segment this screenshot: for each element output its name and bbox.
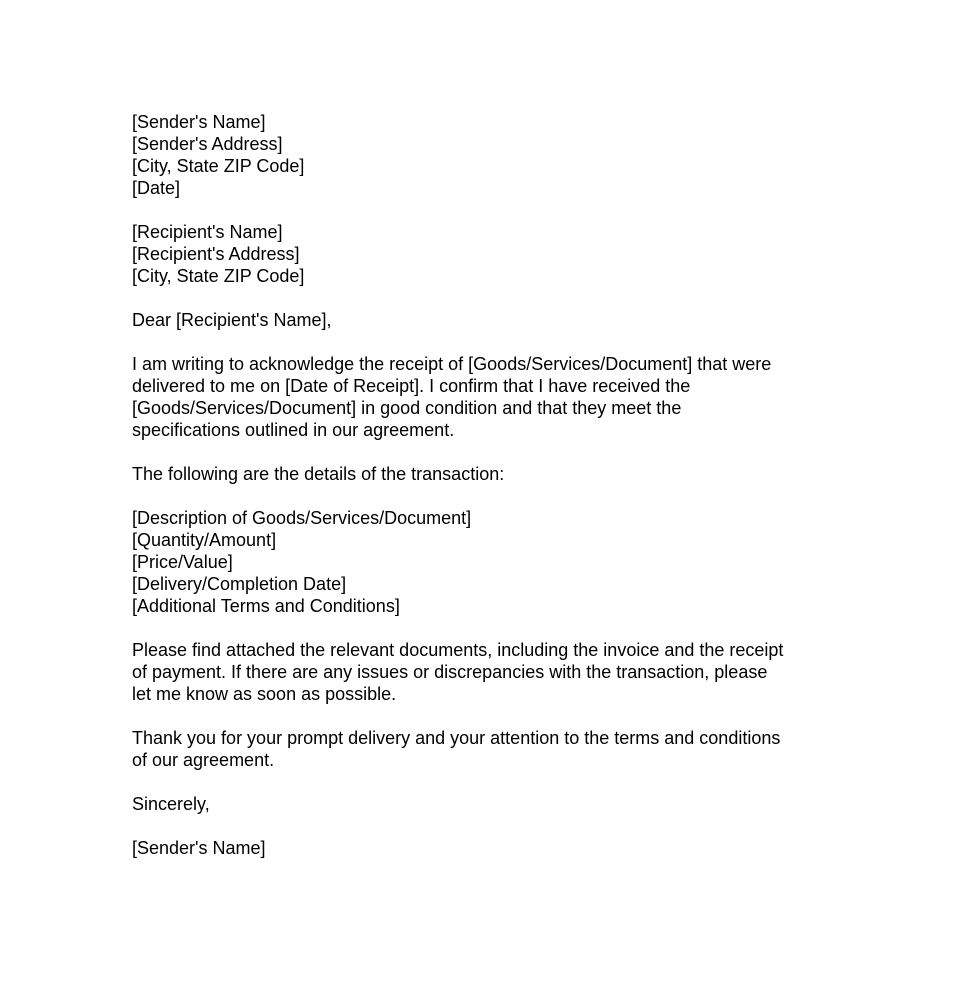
paragraph-line: of our agreement. (132, 750, 275, 770)
paragraph-line: specifications outlined in our agreement. (132, 420, 455, 440)
closing: Sincerely, (132, 794, 210, 814)
paragraph-line: Thank you for your prompt delivery and your attention to the terms and conditions (132, 728, 781, 748)
body-paragraph-3 (132, 727, 832, 771)
recipient-block (132, 221, 832, 287)
signature-name: [Sender's Name] (132, 838, 266, 858)
letter-date: [Date] (132, 178, 181, 198)
paragraph-line: of payment. If there are any issues or discrepancies with the transaction, please (132, 662, 768, 682)
paragraph-line: [Goods/Services/Document] in good condition and that they meet the (132, 398, 682, 418)
details-intro: The following are the details of the transaction: (132, 464, 505, 484)
recipient-city-state-zip: [City, State ZIP Code] (132, 266, 305, 286)
details-item-price: [Price/Value] (132, 552, 233, 572)
recipient-name: [Recipient's Name] (132, 222, 283, 242)
salutation-block (132, 309, 832, 331)
closing-block (132, 793, 832, 815)
details-item-delivery-date: [Delivery/Completion Date] (132, 574, 347, 594)
paragraph-line: let me know as soon as possible. (132, 684, 397, 704)
details-intro-block (132, 463, 832, 485)
details-list (132, 507, 832, 617)
sender-address: [Sender's Address] (132, 134, 283, 154)
salutation: Dear [Recipient's Name], (132, 310, 332, 330)
details-item-description: [Description of Goods/Services/Document] (132, 508, 472, 528)
details-item-quantity: [Quantity/Amount] (132, 530, 277, 550)
recipient-address: [Recipient's Address] (132, 244, 300, 264)
paragraph-line: I am writing to acknowledge the receipt of [Goods/Services/Document] that were (132, 354, 772, 374)
body-paragraph-2 (132, 639, 832, 705)
details-item-terms: [Additional Terms and Conditions] (132, 596, 400, 616)
signature-block (132, 837, 832, 859)
sender-block (132, 111, 832, 199)
body-paragraph-1 (132, 353, 832, 441)
sender-name: [Sender's Name] (132, 112, 266, 132)
sender-city-state-zip: [City, State ZIP Code] (132, 156, 305, 176)
paragraph-line: Please find attached the relevant documents, including the invoice and the receipt (132, 640, 784, 660)
letter-body (132, 111, 832, 859)
paragraph-line: delivered to me on [Date of Receipt]. I confirm that I have received the (132, 376, 691, 396)
